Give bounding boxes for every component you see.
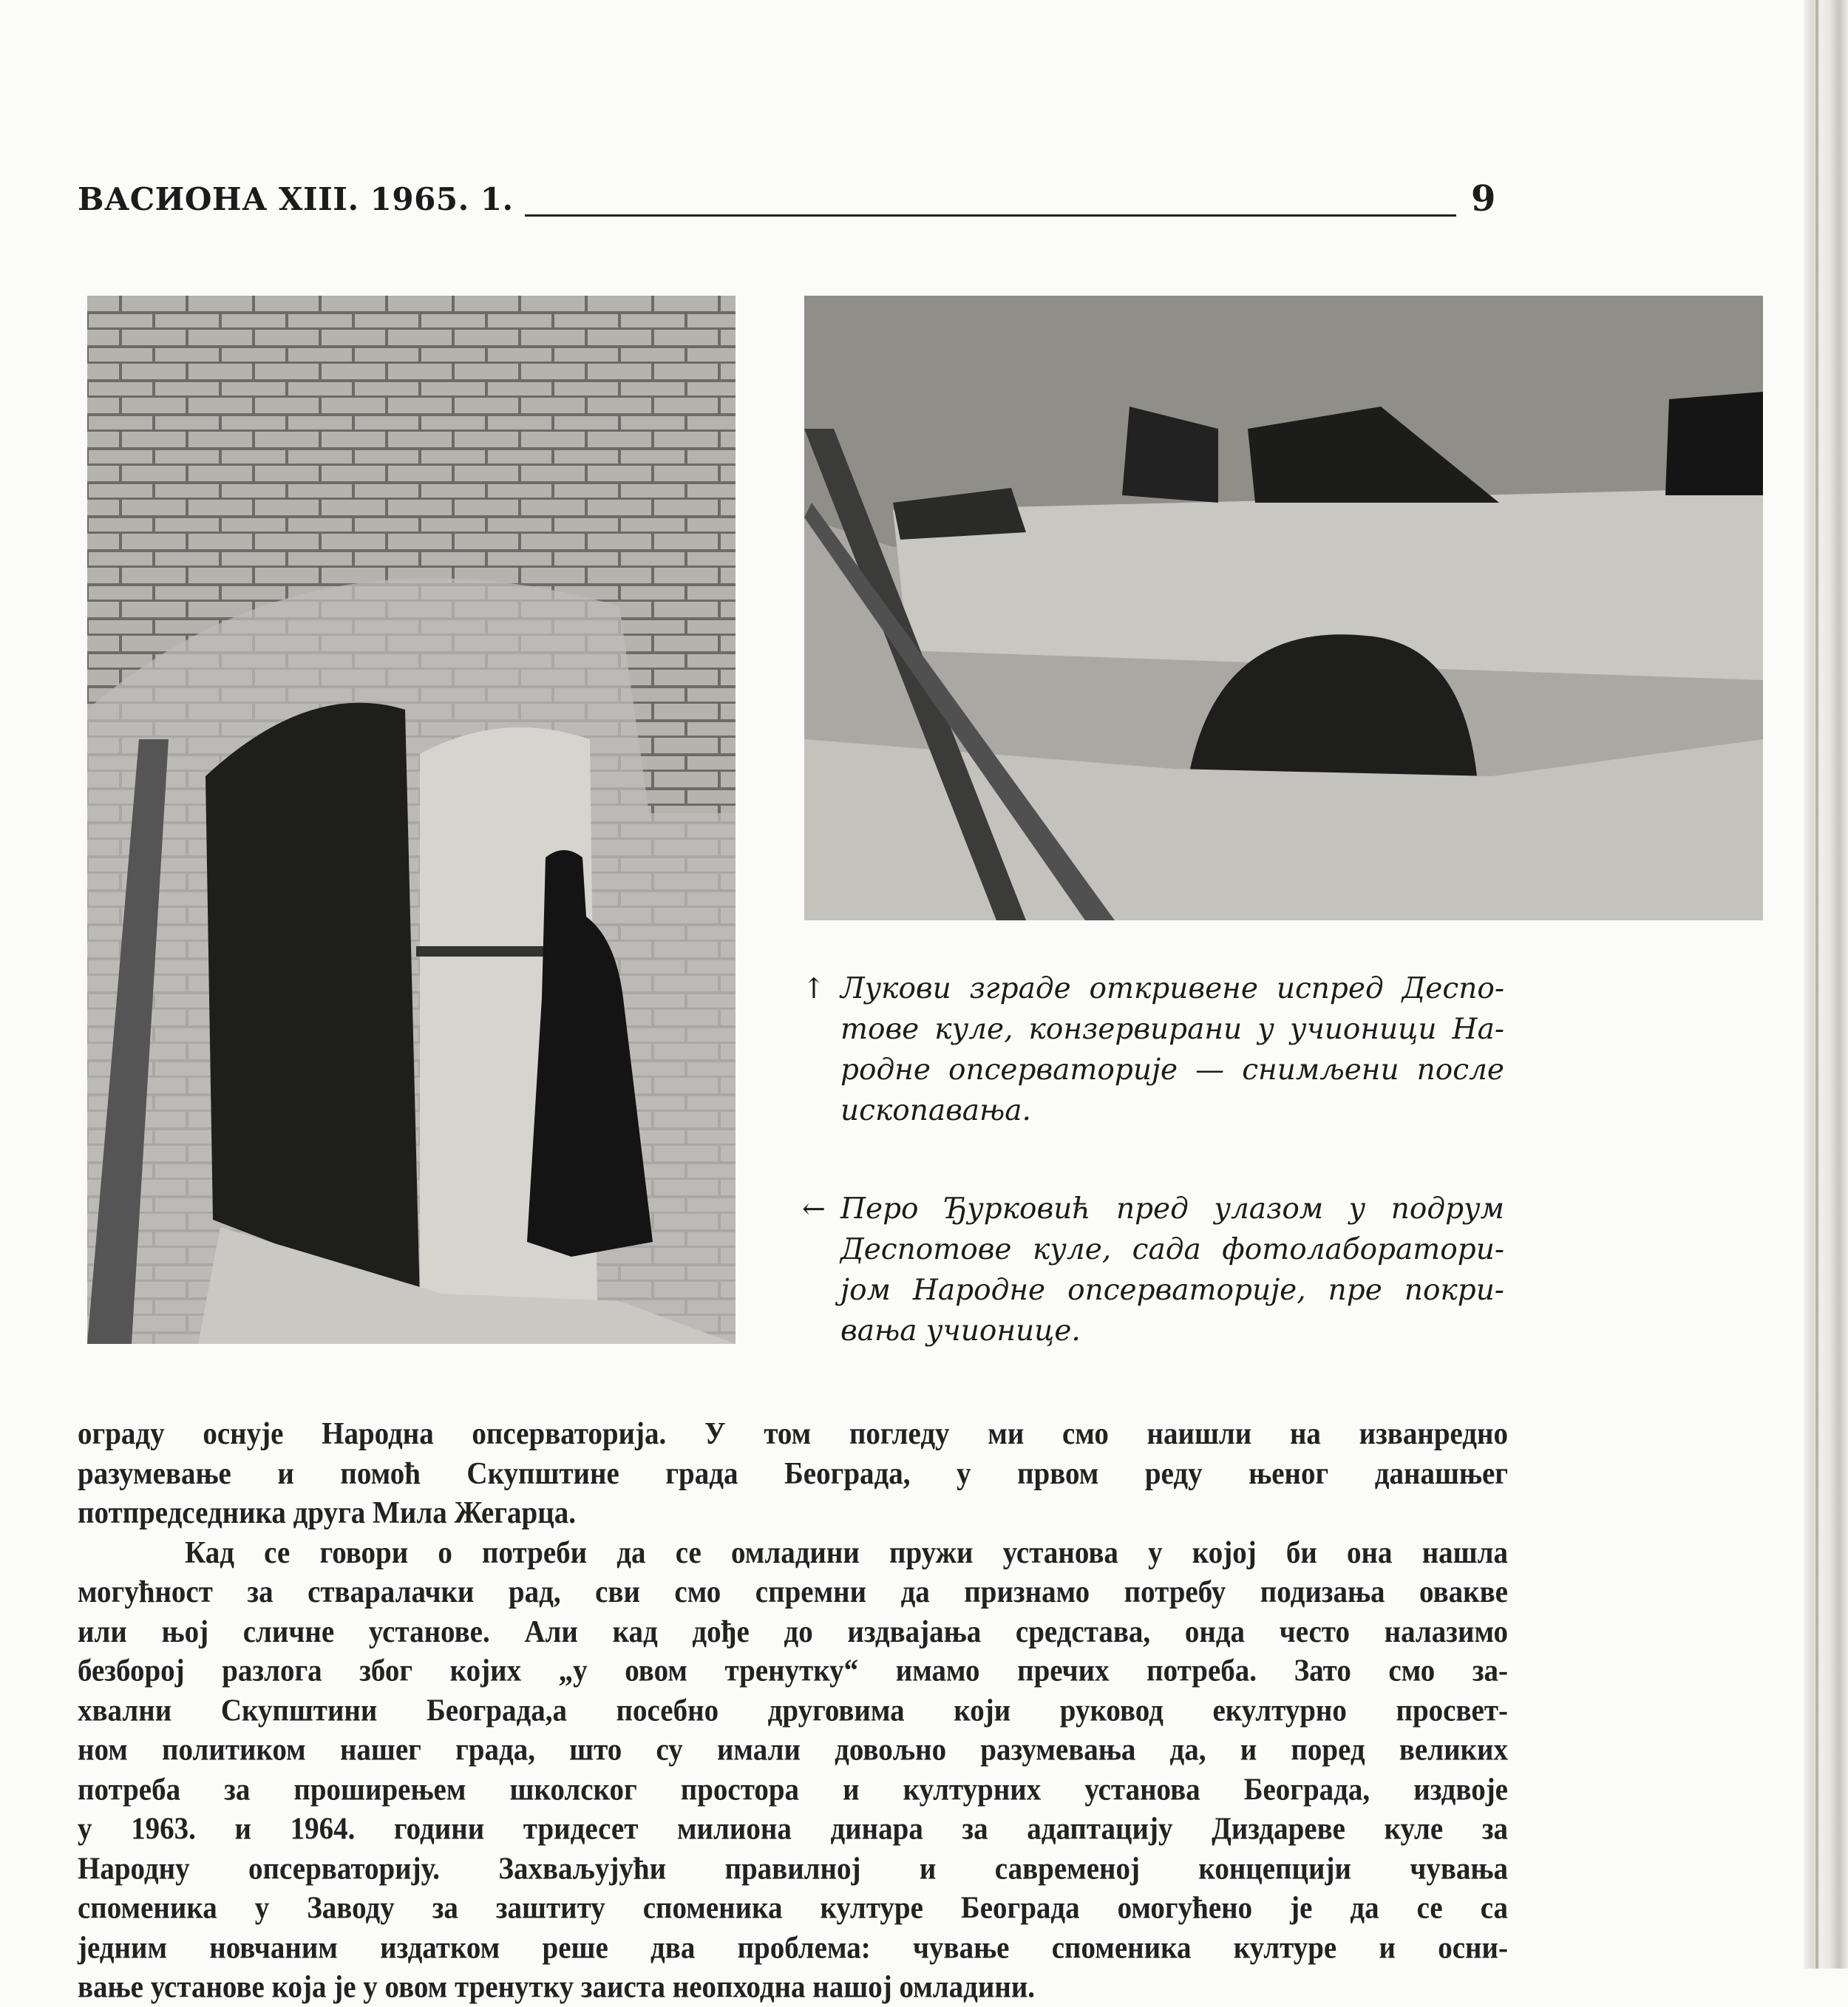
body-line: или њој сличне установе. Али кад дође до издвајања средстава, онда често налазимо xyxy=(78,1614,1508,1648)
body-line: потреба за проширењем школског простора и културних установа Београда, издвоје xyxy=(78,1772,1508,1807)
page-edge-line xyxy=(1815,0,1818,1969)
caption-arches xyxy=(802,968,1504,1131)
caption-line: родне опсерваторије — снимљени после xyxy=(840,1053,1504,1087)
body-line: потпредседника друга Мила Жегарца. xyxy=(78,1495,576,1530)
caption-line: Перо Ђурковић пред улазом у подрум xyxy=(840,1192,1504,1226)
body-line: ограду оснује Народна опсерваторија. У том погледу ми смо наишли на изванредно xyxy=(78,1416,1508,1451)
body-line: разумевање и помоћ Скупштине града Београда, у првом реду њеног данашњег xyxy=(78,1456,1508,1491)
photo-excavated-arches xyxy=(804,296,1763,920)
page-edge-shadow xyxy=(1804,0,1848,1969)
caption-line: Деспотове куле, сада фотолаборатори- xyxy=(840,1233,1504,1266)
body-line: безборој разлога због којих „у овом тренутку“ имамо пречих потреба. Зато смо за- xyxy=(78,1654,1508,1688)
caption-cellar xyxy=(802,1189,1504,1351)
body-line: споменика у Заводу за заштиту споменика културе Београда омогућено је да се са xyxy=(78,1890,1508,1926)
page-number: 9 xyxy=(1471,178,1496,220)
body-line: могућност за стваралачки рад, сви смо спремни да признамо потребу подизања овакве xyxy=(78,1575,1508,1609)
caption-line: ископавања. xyxy=(840,1094,1031,1127)
header-rule xyxy=(525,214,1456,217)
body-line: у 1963. и 1964. години тридесет милиона динара за адаптацију Диздареве куле за xyxy=(78,1811,1508,1847)
arrow-up-icon: ↑ xyxy=(802,972,826,1005)
body-line: вање установе која је у овом тренутку заиста неопходна нашој омладини. xyxy=(78,1969,1036,2005)
body-line: Кад се говори о потреби да се омладини пружи установа у којој би она нашла xyxy=(185,1535,1508,1570)
caption-line: јом Народне опсерваторије, пре покри- xyxy=(840,1274,1504,1307)
caption-line: вања учионице. xyxy=(840,1314,1081,1348)
journal-title: ВАСИОНА XIII. 1965. 1. xyxy=(78,181,514,217)
running-header xyxy=(78,178,1504,225)
photo-cellar-entrance xyxy=(87,296,736,1344)
body-line: једним новчаним издатком реше два проблема: чување споменика културе и осни- xyxy=(78,1930,1508,1965)
caption-line: тове куле, конзервирани у учионици На- xyxy=(840,1013,1504,1046)
body-line: Народну опсерваторију. Захваљујући правилној и савременој концепцији чувања xyxy=(78,1851,1508,1886)
body-text xyxy=(78,1414,1508,2007)
arrow-left-icon: ← xyxy=(802,1192,826,1225)
body-line: хвални Скупштини Београда,а посебно друговима који руковод екултурно просвет- xyxy=(78,1693,1508,1728)
body-line: ном политиком нашег града, што су имали довољно разумевања да, и поред великих xyxy=(78,1732,1508,1767)
caption-line: Лукови зграде откривене испред Деспо- xyxy=(840,972,1504,1005)
